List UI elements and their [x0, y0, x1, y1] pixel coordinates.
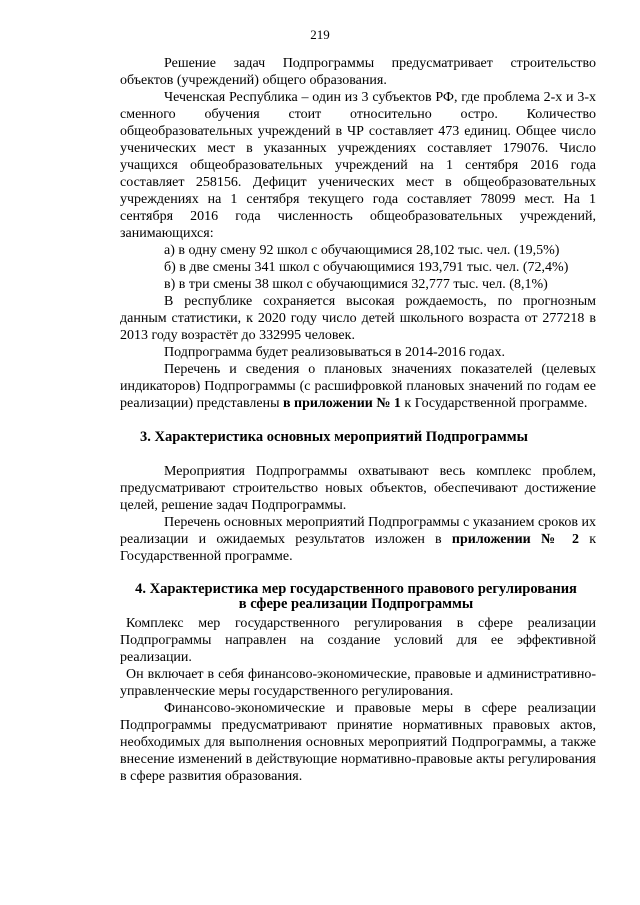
section-heading-line: в сфере реализации Подпрограммы	[238, 596, 474, 612]
text-run: Перечень и сведения о плановых значениях показателей (целевых индикаторов) Подпрограммы (с расшифровкой плановых значений по годам ее реализации) представлены	[120, 362, 596, 411]
paragraph: Он включает в себя финансово-экономические, правовые и административно-управленческие меры государственного регулирования.	[120, 667, 596, 699]
appendix-reference: приложении № 2	[451, 532, 579, 547]
paragraph: Финансово-экономические и правовые меры в сфере реализации Подпрограммы предусматривают принятие нормативных правовых актов, необходимых для выполнения основных мероприятий Подпрограммы, а также внесение изменений в действующие нормативно-правовые акты регулирования в сфере развития образования.	[120, 701, 596, 784]
list-item: а) в одну смену 92 школ с обучающимися 28,102 тыс. чел. (19,5%)	[164, 243, 560, 258]
page-body	[120, 55, 596, 785]
section-heading-line: 4. Характеристика мер государственного правового регулирования	[135, 581, 577, 597]
section-heading: 3. Характеристика основных мероприятий Подпрограммы	[140, 429, 528, 445]
paragraph: Решение задач Подпрограммы предусматривает строительство объектов (учреждений) общего образования.	[120, 56, 596, 88]
appendix-reference: в приложении № 1	[282, 396, 401, 411]
list-item: б) в две смены 341 школ с обучающимися 193,791 тыс. чел. (72,4%)	[164, 260, 569, 275]
paragraph: Мероприятия Подпрограммы охватывают весь комплекс проблем, предусматривают строительство новых объектов, обеспечивают достижение целей, решение задач Подпрограммы.	[120, 464, 596, 513]
page-number: 219	[310, 27, 330, 42]
paragraph: В республике сохраняется высокая рождаемость, по прогнозным данным статистики, к 2020 году число детей школьного возраста от 277218 в 2013 году возрастёт до 332995 человек.	[120, 294, 596, 343]
paragraph: Комплекс мер государственного регулирования в сфере реализации Подпрограммы направлен на создание условий для ее эффективной реализации.	[120, 616, 596, 665]
section-heading	[116, 582, 596, 612]
text-run: к Государственной программе.	[400, 396, 588, 411]
paragraph	[120, 361, 596, 412]
text-run: к Государственной программе.	[120, 532, 596, 564]
paragraph: Чеченская Республика – один из 3 субъектов РФ, где проблема 2-х и 3-х сменного обучения стоит относительно остро. Количество общеобразовательных учреждений в ЧР составляет 473 единиц. Общее число ученических мест в указанных учреждениях составляет 179076. Число учащихся общеобразовательных учреждений на 1 сентября 2016 года составляет 258156. Дефицит ученических мест в общеобразовательных учреждениях на 1 сентября текущего года составляет 78099 мест. На 1 сентября 2016 года численность общеобразовательных учреждений, занимающихся:	[120, 90, 596, 241]
paragraph: Подпрограмма будет реализовываться в 2014-2016 годах.	[164, 345, 505, 360]
list-item: в) в три смены 38 школ с обучающимися 32,777 тыс. чел. (8,1%)	[164, 277, 548, 292]
text-run: Перечень основных мероприятий Подпрограммы с указанием сроков их реализации и ожидаемых результатов изложен в	[120, 515, 596, 547]
paragraph	[120, 514, 596, 565]
